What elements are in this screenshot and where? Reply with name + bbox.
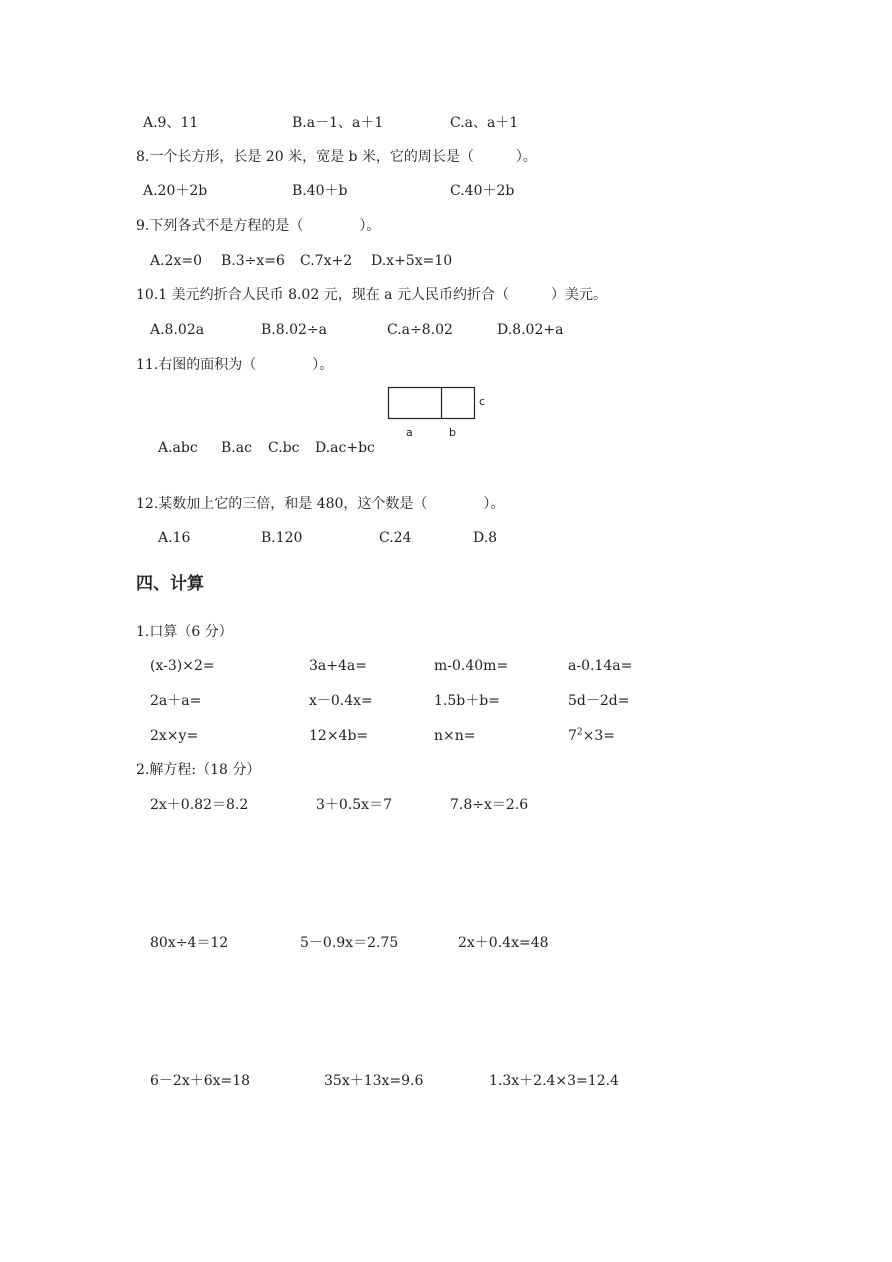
q9-option-d: D.x+5x=10 — [371, 253, 453, 269]
oral-item: m-0.40m= — [434, 658, 509, 674]
q11-label-c: c — [479, 395, 486, 408]
equation: 35x＋13x=9.6 — [324, 1073, 424, 1089]
q11-option-b: B.ac — [221, 440, 252, 456]
oral-item: x－0.4x= — [309, 693, 373, 709]
oral-item: 2a＋a= — [150, 693, 202, 709]
power-exponent: 2 — [576, 727, 583, 738]
oral-item-power — [568, 727, 615, 745]
q8-option-c: C.40＋2b — [450, 183, 515, 199]
equation: 5－0.9x＝2.75 — [300, 935, 399, 951]
q10-option-d: D.8.02+a — [497, 322, 564, 338]
q12-option-d: D.8 — [473, 530, 498, 546]
q8-option-a: A.20＋2b — [143, 183, 208, 199]
oral-item: (x-3)×2= — [150, 658, 215, 674]
q12-option-a: A.16 — [158, 530, 191, 546]
q11-option-a: A.abc — [158, 440, 198, 456]
equation: 2x＋0.4x=48 — [458, 935, 549, 951]
q8-stem: 8.一个长方形，长是 20 米，宽是 b 米，它的周长是（ ）。 — [136, 149, 537, 165]
equation: 6－2x＋6x=18 — [150, 1073, 251, 1089]
oral-item: a-0.14a= — [568, 658, 633, 674]
q9-stem: 9.下列各式不是方程的是（ ）。 — [136, 218, 381, 234]
equation: 7.8÷x＝2.6 — [450, 797, 529, 813]
q7-option-c: C.a、a＋1 — [450, 115, 519, 131]
q7-option-b: B.a－1、a＋1 — [292, 115, 384, 131]
q9-option-a: A.2x=0 — [150, 253, 203, 269]
equation: 3＋0.5x＝7 — [316, 797, 392, 813]
equation: 2x＋0.82＝8.2 — [150, 797, 249, 813]
power-base: 7 — [568, 728, 577, 744]
oral-item: 2x×y= — [150, 728, 199, 744]
q7-option-a: A.9、11 — [143, 115, 199, 131]
q12-stem: 12.某数加上它的三倍，和是 480，这个数是（ ）。 — [136, 496, 505, 512]
oral-item: 1.5b＋b= — [434, 693, 500, 709]
q12-option-c: C.24 — [379, 530, 412, 546]
q11-option-d: D.ac+bc — [315, 440, 375, 456]
oral-item: 5d－2d= — [568, 693, 630, 709]
q11-stem: 11.右图的面积为（ ）。 — [136, 357, 334, 373]
equation: 1.3x＋2.4×3=12.4 — [489, 1073, 619, 1089]
q9-option-b: B.3÷x=6 — [221, 253, 285, 269]
equations-title: 2.解方程:（18 分） — [136, 762, 261, 778]
q11-label-b: b — [449, 426, 456, 439]
q10-option-c: C.a÷8.02 — [387, 322, 453, 338]
q10-option-a: A.8.02a — [150, 322, 205, 338]
equation: 80x÷4＝12 — [150, 935, 229, 951]
section-heading: 四、计算 — [136, 574, 204, 594]
power-tail: ×3= — [582, 728, 616, 744]
q10-option-b: B.8.02÷a — [261, 322, 327, 338]
oral-item: 12×4b= — [309, 728, 369, 744]
q8-option-b: B.40＋b — [292, 183, 348, 199]
oral-item: 3a+4a= — [309, 658, 367, 674]
q11-rectangle-figure — [380, 380, 500, 442]
oral-item: n×n= — [434, 728, 476, 744]
q12-option-b: B.120 — [261, 530, 303, 546]
q11-option-c: C.bc — [268, 440, 300, 456]
q9-option-c: C.7x+2 — [300, 253, 353, 269]
q11-label-a: a — [406, 426, 413, 439]
oral-title: 1.口算（6 分） — [136, 624, 233, 640]
q10-stem: 10.1 美元约折合人民币 8.02 元，现在 a 元人民币约折合（ ）美元。 — [136, 287, 607, 303]
